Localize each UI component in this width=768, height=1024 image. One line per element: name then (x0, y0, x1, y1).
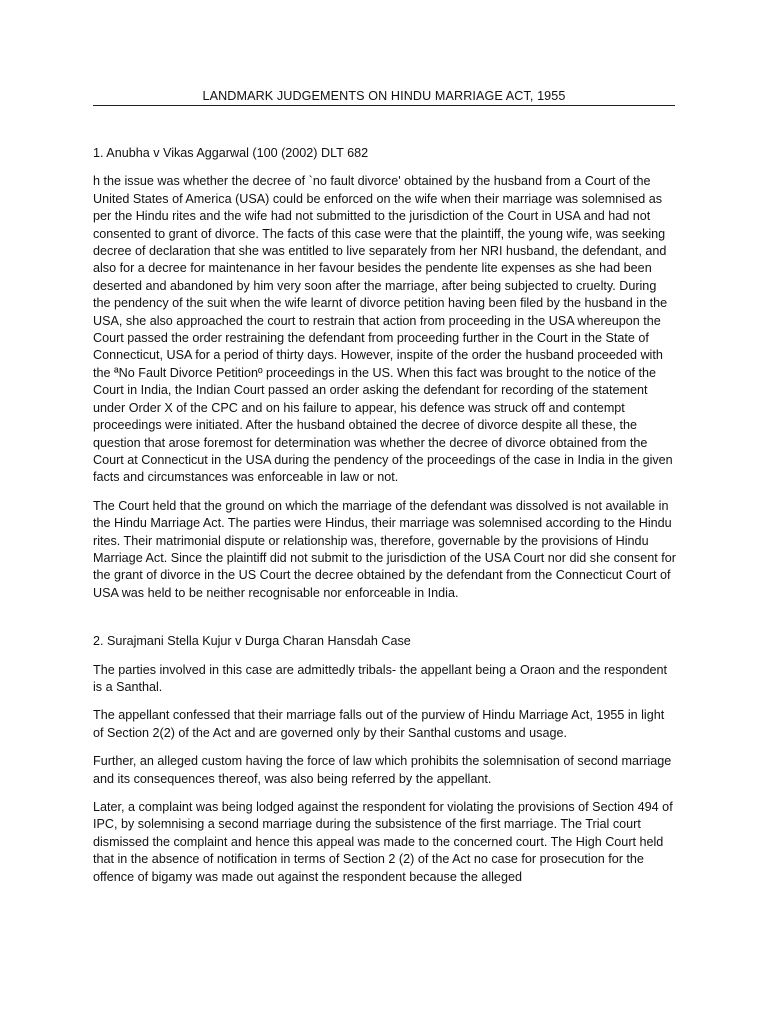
case-2-paragraph-4: Later, a complaint was being lodged against the respondent for violating the provisions of Section 494 of IPC, by solemnising a second marriage during the subsistence of the first marriage. The Trial court dismissed the complaint and hence this appeal was made to the concerned court. The High Court held that in the absence of notification in terms of Section 2 (2) of the Act no case for prosecution for the offence of bigamy was made out against the respondent because the alleged (93, 800, 673, 884)
case-section-2 (93, 633, 677, 886)
section-spacer (93, 613, 677, 633)
case-1-paragraph-1: h the issue was whether the decree of `no fault divorce' obtained by the husband from a Court of the United States of America (USA) could be enforced on the wife when their marriage was solemnised as per the Hindu rites and the wife had not submitted to the jurisdiction of the Court in USA and had not consented to grant of divorce. The facts of this case were that the plaintiff, the young wife, was seeking decree of declaration that she was entitled to live separately from her NRI husband, the defendant, and also for a decree for maintenance in her favour besides the pendente lite expenses as she had been deserted and abandoned by him very soon after the marriage, after being subjected to cruelty. During the pendency of the suit when the wife learnt of divorce petition having been filed by the husband in the USA, she also approached the court to restrain that action from proceeding in the USA whereupon the Court passed the order restraining the defendant from proceeding further in the Court in the State of Connecticut, USA for a period of thirty days. However, inspite of the order the husband proceeded with the ªNo Fault Divorce Petitionº proceedings in the US. When this fact was brought to the notice of the Court in India, the Indian Court passed an order asking the defendant for recording of the statement under Order X of the CPC and on his failure to appear, his defence was struck off and contempt proceedings were initiated. After the husband obtained the decree of divorce despite all these, the question that arose foremost for determination was whether the decree of divorce obtained from the Court at Connecticut in the USA during the pendency of the proceedings of the case in India in the given facts and circumstances was enforceable in law or not. (93, 174, 673, 485)
case-heading-2: 2. Surajmani Stella Kujur v Durga Charan Hansdah Case (93, 634, 411, 649)
title-underline (93, 105, 675, 106)
case-2-paragraph-1: The parties involved in this case are admittedly tribals- the appellant being a Oraon and the respondent is a Santhal. (93, 662, 668, 694)
case-section-1 (93, 145, 677, 602)
case-heading-1: 1. Anubha v Vikas Aggarwal (100 (2002) DLT 682 (93, 146, 369, 160)
document-title: LANDMARK JUDGEMENTS ON HINDU MARRIAGE ACT, 1955 (202, 89, 566, 103)
case-1-paragraph-2: The Court held that the ground on which the marriage of the defendant was dissolved is not available in the Hindu Marriage Act. The parties were Hindus, their marriage was solemnised according to the Hindu rites. Their matrimonial dispute or relationship was, therefore, governable by the provisions of Hindu Marriage Act. Since the plaintiff did not submit to the jurisdiction of the USA Court nor did she consent for the grant of divorce in the US Court the decree obtained by the defendant from the Connecticut Court of USA was held to be neither recognisable nor enforceable in India. (93, 498, 676, 600)
document-body (93, 145, 677, 897)
case-2-paragraph-3: Further, an alleged custom having the force of law which prohibits the solemnisation of second marriage and its consequences thereof, was also being referred by the appellant. (93, 754, 672, 786)
case-2-paragraph-2: The appellant confessed that their marriage falls out of the purview of Hindu Marriage Act, 1955 in light of Section 2(2) of the Act and are governed only by their Santhal customs and usage. (93, 708, 665, 740)
